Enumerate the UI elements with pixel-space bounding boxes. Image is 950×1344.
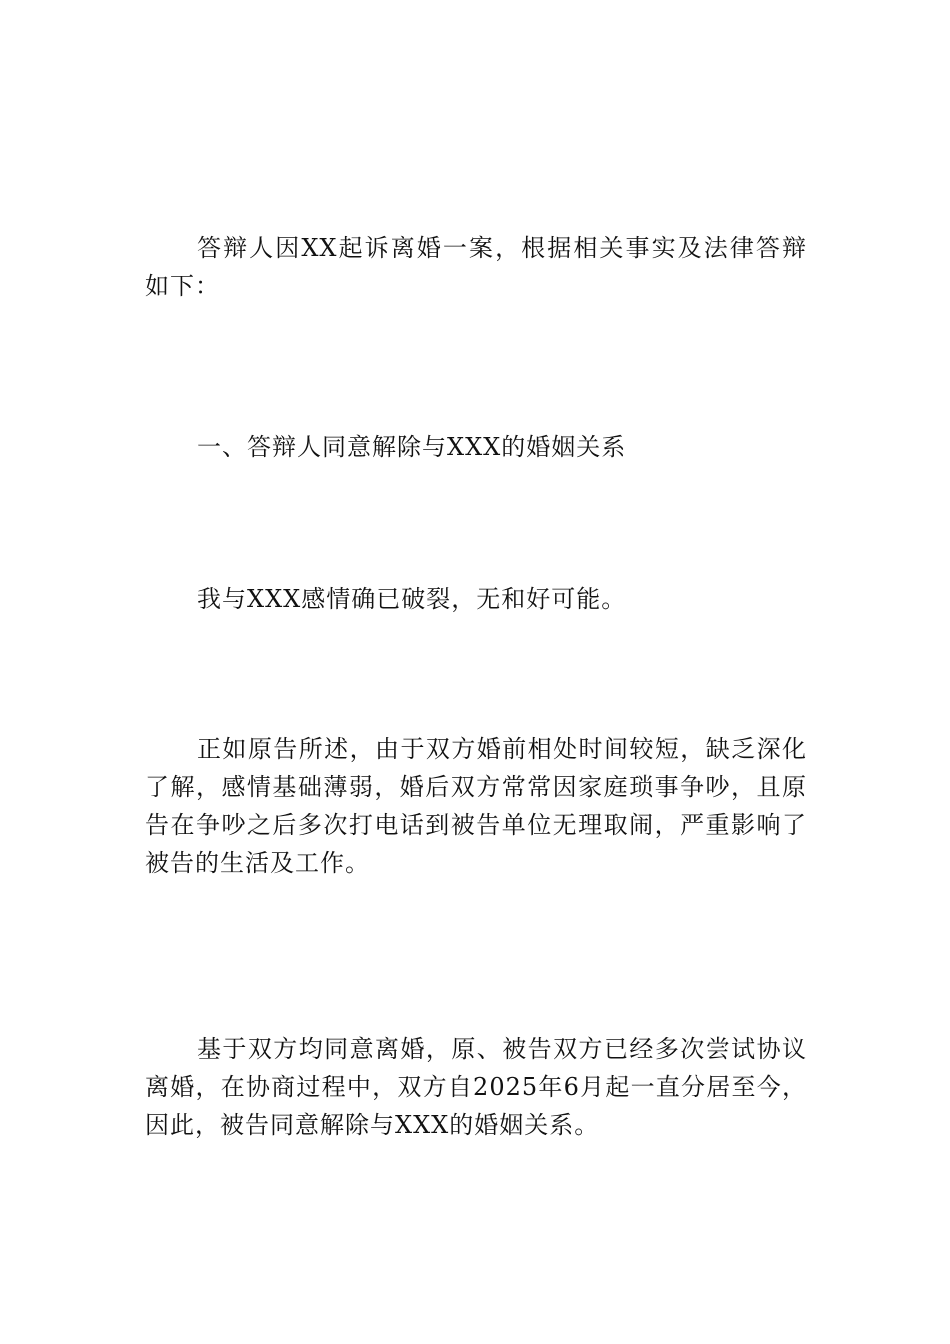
intro-paragraph: 答辩人因XX起诉离婚一案，根据相关事实及法律答辩如下： [145, 234, 807, 300]
conclusion-paragraph: 基于双方均同意离婚，原、被告双方已经多次尝试协议离婚，在协商过程中，双方自2025年6月起一直分居至今，因此，被告同意解除与XXX的婚姻关系。 [145, 1035, 807, 1139]
section-heading: 一、答辩人同意解除与XXX的婚姻关系 [197, 433, 627, 461]
statement-paragraph: 我与XXX感情确已破裂，无和好可能。 [197, 585, 627, 613]
reason-paragraph: 正如原告所述，由于双方婚前相处时间较短，缺乏深化了解，感情基础薄弱，婚后双方常常因家庭琐事争吵，且原告在争吵之后多次打电话到被告单位无理取闹，严重影响了被告的生活及工作。 [145, 735, 807, 877]
